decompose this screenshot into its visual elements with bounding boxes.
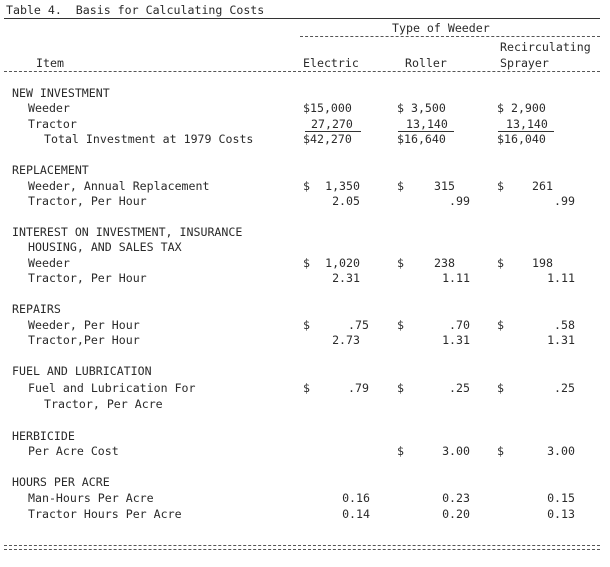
table-title: Table 4. Basis for Calculating Costs [6, 3, 265, 17]
row-label: Weeder, Annual Replacement [28, 179, 210, 193]
section-repairs: REPAIRS [12, 302, 61, 316]
currency-sign: $ [303, 179, 310, 193]
cell-electric: 2.73 [332, 333, 360, 347]
cell-electric: 0.16 [342, 491, 370, 505]
currency-sign: $ [497, 381, 504, 395]
cell-roller: .70 [449, 318, 470, 332]
currency-sign: $ [303, 256, 310, 270]
cell-roller: 1.31 [442, 333, 470, 347]
cell-roller: 3.00 [442, 444, 470, 458]
cell-roller: 1.11 [442, 271, 470, 285]
bottom-rule [4, 545, 600, 546]
header-recirculating: Recirculating [500, 40, 591, 54]
cell-electric: $42,270 [303, 132, 352, 146]
section-hours: HOURS PER ACRE [12, 475, 110, 489]
row-label: Tractor Hours Per Acre [28, 507, 182, 521]
cell-sprayer: 1.31 [547, 333, 575, 347]
cell-sprayer: 0.13 [547, 507, 575, 521]
section-herbicide: HERBICIDE [12, 429, 75, 443]
currency-sign: $ [303, 381, 310, 395]
header-sprayer: Sprayer [500, 56, 549, 70]
currency-sign: $ [397, 444, 404, 458]
row-label: Tractor [28, 117, 77, 131]
currency-sign: $ [303, 318, 310, 332]
cell-roller: $ 3,500 [397, 101, 446, 115]
row-label: Fuel and Lubrication For [28, 381, 196, 395]
row-label: Weeder [28, 101, 70, 115]
cell-sprayer: .99 [554, 194, 575, 208]
section-interest-cont: HOUSING, AND SALES TAX [28, 240, 182, 254]
header-roller: Roller [405, 56, 447, 70]
row-label-cont: Tractor, Per Acre [44, 397, 163, 411]
currency-sign: $ [397, 179, 404, 193]
currency-sign: $ [497, 179, 504, 193]
cell-roller: 0.23 [442, 491, 470, 505]
cell-roller: .99 [449, 194, 470, 208]
row-label: Man-Hours Per Acre [28, 491, 154, 505]
row-label: Weeder [28, 256, 70, 270]
currency-sign: $ [397, 318, 404, 332]
currency-sign: $ [497, 444, 504, 458]
cell-electric: 2.05 [332, 194, 360, 208]
cell-electric: 27,270 [311, 117, 353, 131]
cell-roller: 315 [434, 179, 455, 193]
title-rule [4, 18, 600, 19]
cell-electric: $15,000 [303, 101, 352, 115]
cell-sprayer: 261 [532, 179, 553, 193]
cell-sprayer: .58 [554, 318, 575, 332]
header-rule [4, 71, 600, 72]
cell-roller: $16,640 [397, 132, 446, 146]
cell-roller: 0.20 [442, 507, 470, 521]
section-replacement: REPLACEMENT [12, 163, 89, 177]
cell-sprayer: 3.00 [547, 444, 575, 458]
cell-electric: .79 [348, 381, 369, 395]
cell-electric: 2.31 [332, 271, 360, 285]
section-new-investment: NEW INVESTMENT [12, 86, 110, 100]
currency-sign: $ [497, 256, 504, 270]
row-label: Tractor, Per Hour [28, 194, 147, 208]
header-group-rule [300, 36, 600, 37]
row-label: Per Acre Cost [28, 444, 119, 458]
cell-roller: 13,140 [406, 117, 448, 131]
row-label: Tractor, Per Hour [28, 271, 147, 285]
cell-roller: .25 [449, 381, 470, 395]
bottom-rule-double [4, 549, 600, 550]
cell-sprayer: .25 [554, 381, 575, 395]
cell-electric: 0.14 [342, 507, 370, 521]
header-item: Item [36, 56, 64, 70]
cell-sprayer: 13,140 [506, 117, 548, 131]
row-label: Tractor,Per Hour [28, 333, 140, 347]
cell-sprayer: $ 2,900 [497, 101, 546, 115]
cell-sprayer: 198 [532, 256, 553, 270]
cell-electric: .75 [348, 318, 369, 332]
cell-electric: 1,020 [325, 256, 360, 270]
row-label: Weeder, Per Hour [28, 318, 140, 332]
currency-sign: $ [397, 381, 404, 395]
cell-sprayer: 1.11 [547, 271, 575, 285]
section-fuel: FUEL AND LUBRICATION [12, 364, 152, 378]
header-electric: Electric [303, 56, 359, 70]
cell-roller: 238 [434, 256, 455, 270]
section-interest: INTEREST ON INVESTMENT, INSURANCE [12, 225, 243, 239]
currency-sign: $ [397, 256, 404, 270]
row-label: Total Investment at 1979 Costs [44, 132, 254, 146]
cell-sprayer: $16,040 [497, 132, 546, 146]
currency-sign: $ [497, 318, 504, 332]
header-type-of-weeder: Type of Weeder [392, 21, 490, 35]
cell-electric: 1,350 [325, 179, 360, 193]
cell-sprayer: 0.15 [547, 491, 575, 505]
